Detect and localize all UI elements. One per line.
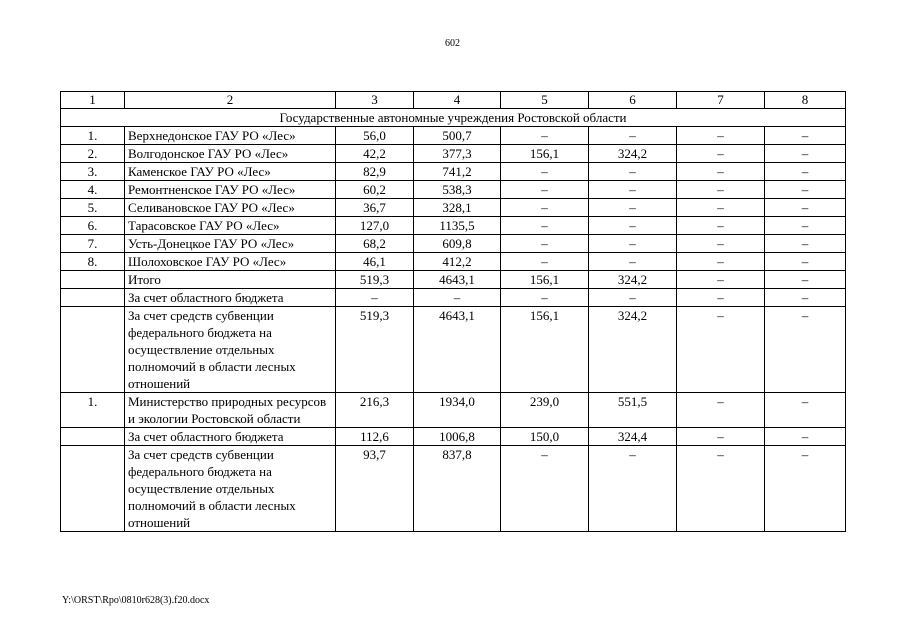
row-value-cell: – <box>336 289 414 307</box>
row-name-cell: Ремонтненское ГАУ РО «Лес» <box>125 181 336 199</box>
budget-table <box>60 91 846 532</box>
row-value-cell: – <box>765 217 846 235</box>
row-value-cell: 60,2 <box>336 181 414 199</box>
row-value-cell: 112,6 <box>336 428 414 446</box>
table-row <box>61 127 846 145</box>
page-number: 602 <box>445 38 460 49</box>
row-value-cell: 82,9 <box>336 163 414 181</box>
row-value-cell: 412,2 <box>414 253 501 271</box>
column-header: 4 <box>414 92 501 109</box>
row-value-cell: – <box>677 127 765 145</box>
row-name-cell: Селивановское ГАУ РО «Лес» <box>125 199 336 217</box>
row-name-cell: Министерство природных ресурсов и экологии Ростовской области <box>125 393 336 428</box>
column-header: 6 <box>589 92 677 109</box>
row-value-cell: – <box>677 217 765 235</box>
row-value-cell: – <box>501 163 589 181</box>
table-row <box>61 145 846 163</box>
row-value-cell: 324,2 <box>589 307 677 393</box>
row-number-cell: 7. <box>61 235 125 253</box>
table-header-row <box>61 92 846 109</box>
row-value-cell: 4643,1 <box>414 307 501 393</box>
row-value-cell: – <box>765 307 846 393</box>
table-row <box>61 217 846 235</box>
row-value-cell: 324,2 <box>589 271 677 289</box>
row-number-cell: 5. <box>61 199 125 217</box>
row-value-cell: 837,8 <box>414 446 501 532</box>
row-name-cell: Шолоховское ГАУ РО «Лес» <box>125 253 336 271</box>
table-row <box>61 446 846 532</box>
row-name-cell: Верхнедонское ГАУ РО «Лес» <box>125 127 336 145</box>
row-name-cell: Итого <box>125 271 336 289</box>
row-value-cell: – <box>589 446 677 532</box>
row-value-cell: 538,3 <box>414 181 501 199</box>
table-row <box>61 163 846 181</box>
row-value-cell: – <box>501 289 589 307</box>
row-value-cell: 551,5 <box>589 393 677 428</box>
row-value-cell: 1934,0 <box>414 393 501 428</box>
row-number-cell: 4. <box>61 181 125 199</box>
table-row <box>61 289 846 307</box>
row-value-cell: – <box>501 217 589 235</box>
row-value-cell: – <box>765 199 846 217</box>
row-value-cell: – <box>589 217 677 235</box>
table-row <box>61 428 846 446</box>
row-value-cell: – <box>765 235 846 253</box>
row-number-cell <box>61 289 125 307</box>
row-value-cell: 239,0 <box>501 393 589 428</box>
row-number-cell <box>61 446 125 532</box>
row-value-cell: 156,1 <box>501 307 589 393</box>
row-value-cell: – <box>765 289 846 307</box>
row-value-cell: – <box>589 181 677 199</box>
row-value-cell: 328,1 <box>414 199 501 217</box>
row-value-cell: – <box>677 235 765 253</box>
row-name-cell: Усть-Донецкое ГАУ РО «Лес» <box>125 235 336 253</box>
column-header: 7 <box>677 92 765 109</box>
table-row <box>61 253 846 271</box>
row-value-cell: 56,0 <box>336 127 414 145</box>
row-value-cell: – <box>677 199 765 217</box>
row-value-cell: – <box>765 446 846 532</box>
row-value-cell: – <box>765 127 846 145</box>
row-value-cell: – <box>414 289 501 307</box>
row-value-cell: – <box>501 253 589 271</box>
row-value-cell: – <box>765 163 846 181</box>
row-value-cell: 324,4 <box>589 428 677 446</box>
row-value-cell: – <box>589 127 677 145</box>
table-row <box>61 271 846 289</box>
row-value-cell: 377,3 <box>414 145 501 163</box>
row-value-cell: 68,2 <box>336 235 414 253</box>
column-header: 5 <box>501 92 589 109</box>
table-row <box>61 307 846 393</box>
section-title: Государственные автономные учреждения Ростовской области <box>61 109 846 127</box>
row-number-cell: 6. <box>61 217 125 235</box>
row-name-cell: За счет областного бюджета <box>125 289 336 307</box>
row-value-cell: – <box>501 127 589 145</box>
table-row <box>61 181 846 199</box>
row-number-cell: 2. <box>61 145 125 163</box>
row-value-cell: – <box>677 145 765 163</box>
row-number-cell <box>61 428 125 446</box>
row-value-cell: – <box>677 307 765 393</box>
row-value-cell: 150,0 <box>501 428 589 446</box>
row-number-cell: 8. <box>61 253 125 271</box>
row-value-cell: – <box>677 289 765 307</box>
row-value-cell: – <box>765 181 846 199</box>
row-value-cell: – <box>677 163 765 181</box>
row-value-cell: – <box>677 181 765 199</box>
row-value-cell: – <box>589 289 677 307</box>
table-row <box>61 199 846 217</box>
row-value-cell: – <box>765 271 846 289</box>
row-name-cell: Тарасовское ГАУ РО «Лес» <box>125 217 336 235</box>
row-value-cell: 93,7 <box>336 446 414 532</box>
row-value-cell: – <box>589 163 677 181</box>
row-value-cell: 1006,8 <box>414 428 501 446</box>
row-number-cell <box>61 307 125 393</box>
table-row <box>61 235 846 253</box>
row-name-cell: За счет средств субвенции федерального бюджета на осуществление отдельных полномочий в области лесных отношений <box>125 446 336 532</box>
row-value-cell: 42,2 <box>336 145 414 163</box>
column-header: 8 <box>765 92 846 109</box>
row-value-cell: 609,8 <box>414 235 501 253</box>
row-value-cell: – <box>501 235 589 253</box>
footer-file-path: Y:\ORST\Rpo\0810r628(3).f20.docx <box>62 595 210 606</box>
row-value-cell: 324,2 <box>589 145 677 163</box>
row-value-cell: – <box>501 199 589 217</box>
row-value-cell: 156,1 <box>501 145 589 163</box>
row-value-cell: 519,3 <box>336 271 414 289</box>
row-number-cell: 3. <box>61 163 125 181</box>
row-value-cell: – <box>501 181 589 199</box>
row-number-cell <box>61 271 125 289</box>
row-value-cell: – <box>677 446 765 532</box>
row-value-cell: 1135,5 <box>414 217 501 235</box>
row-name-cell: За счет средств субвенции федерального бюджета на осуществление отдельных полномочий в области лесных отношений <box>125 307 336 393</box>
row-value-cell: – <box>765 145 846 163</box>
column-header: 1 <box>61 92 125 109</box>
row-value-cell: 156,1 <box>501 271 589 289</box>
row-value-cell: – <box>589 199 677 217</box>
column-header: 3 <box>336 92 414 109</box>
row-value-cell: 36,7 <box>336 199 414 217</box>
row-number-cell: 1. <box>61 393 125 428</box>
row-name-cell: Волгодонское ГАУ РО «Лес» <box>125 145 336 163</box>
row-value-cell: – <box>501 446 589 532</box>
column-header: 2 <box>125 92 336 109</box>
row-value-cell: – <box>765 428 846 446</box>
row-value-cell: – <box>677 271 765 289</box>
row-value-cell: – <box>589 235 677 253</box>
row-value-cell: – <box>677 253 765 271</box>
row-value-cell: 216,3 <box>336 393 414 428</box>
section-row <box>61 109 846 127</box>
row-value-cell: 741,2 <box>414 163 501 181</box>
row-value-cell: 46,1 <box>336 253 414 271</box>
row-value-cell: – <box>677 428 765 446</box>
row-value-cell: – <box>589 253 677 271</box>
row-name-cell: За счет областного бюджета <box>125 428 336 446</box>
row-name-cell: Каменское ГАУ РО «Лес» <box>125 163 336 181</box>
row-value-cell: – <box>677 393 765 428</box>
table-row <box>61 393 846 428</box>
row-value-cell: 4643,1 <box>414 271 501 289</box>
row-value-cell: 500,7 <box>414 127 501 145</box>
row-value-cell: 519,3 <box>336 307 414 393</box>
row-number-cell: 1. <box>61 127 125 145</box>
row-value-cell: – <box>765 393 846 428</box>
row-value-cell: – <box>765 253 846 271</box>
row-value-cell: 127,0 <box>336 217 414 235</box>
